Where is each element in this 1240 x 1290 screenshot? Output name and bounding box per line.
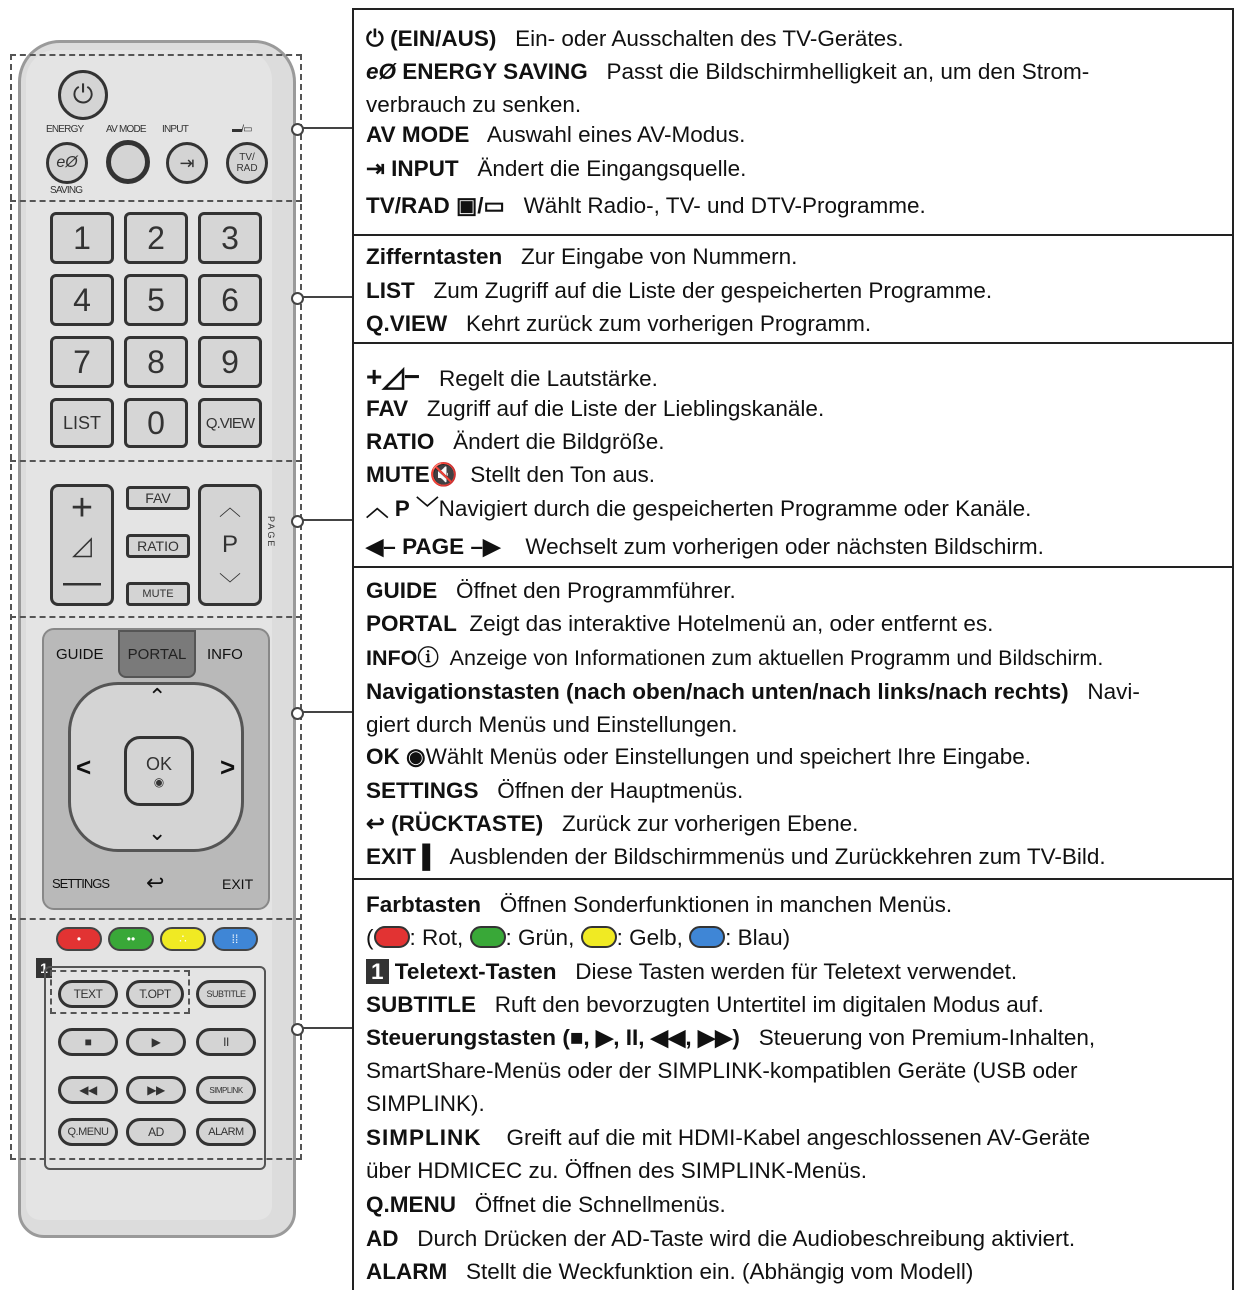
- section-divider: [352, 878, 1234, 880]
- chevron-up-icon: ︿: [366, 496, 389, 521]
- fast-forward-button[interactable]: [126, 1076, 186, 1104]
- leader-line: [296, 519, 354, 521]
- volume-icon: ◿: [72, 530, 92, 560]
- settings-button[interactable]: SETTINGS: [52, 876, 110, 891]
- desc-control-cont: SmartShare-Menüs oder der SIMPLINK-kompatiblen Geräte (USB oder: [366, 1058, 1078, 1083]
- input-label: INPUT: [162, 124, 189, 135]
- right-arrow-icon[interactable]: >: [220, 752, 236, 782]
- tv-radio-icon: ▣/▭: [456, 193, 505, 218]
- group-divider: [10, 460, 302, 462]
- page-left-icon: ◀–: [366, 534, 396, 559]
- green-chip: [470, 926, 506, 948]
- guide-button[interactable]: GUIDE: [56, 646, 104, 663]
- input-icon: ⇥: [366, 156, 385, 181]
- t-opt-button[interactable]: T.OPT: [126, 980, 184, 1008]
- section-divider: [352, 566, 1234, 568]
- energy-saving-icon: eØ: [366, 59, 397, 84]
- key-7[interactable]: 7: [50, 336, 114, 388]
- desc-color-legend: ( : Rot, : Grün, : Gelb, : Blau): [366, 925, 791, 950]
- chevron-up-icon: ︿: [218, 495, 241, 520]
- q-view-key[interactable]: Q.VIEW: [198, 398, 262, 448]
- section-divider: [352, 342, 1234, 344]
- desc-program: ︿ P ﹀Navigiert durch die gespeicherten Programme oder Kanäle.: [366, 496, 1032, 521]
- desc-mute: MUTE🔇 Stellt den Ton aus.: [366, 462, 655, 487]
- saving-label: SAVING: [50, 185, 83, 196]
- ok-dot-icon: ◉: [153, 774, 165, 789]
- key-2[interactable]: 2: [124, 212, 188, 264]
- section-divider: [352, 234, 1234, 236]
- energy-label: ENERGY: [46, 124, 84, 135]
- exit-button[interactable]: EXIT: [222, 876, 254, 892]
- desc-tv-rad: TV/RAD ▣/▭ Wählt Radio-, TV- und DTV-Programme.: [366, 193, 926, 218]
- page-right-icon: –▶: [470, 534, 501, 559]
- desc-list: LIST Zum Zugriff auf die Liste der gespeicherten Programme.: [366, 278, 993, 303]
- desc-volume: +◿− Regelt die Lautstärke.: [366, 361, 658, 392]
- back-icon[interactable]: ↩: [146, 870, 165, 895]
- energy-saving-icon: eØ: [56, 154, 78, 171]
- leader-line: [296, 296, 354, 298]
- group-divider: [10, 918, 302, 920]
- subtitle-button[interactable]: SUBTITLE: [196, 980, 256, 1008]
- key-6[interactable]: 6: [198, 274, 262, 326]
- desc-exit: EXIT ▌ Ausblenden der Bildschirmmenüs und Zurückkehren zum TV-Bild.: [366, 844, 1106, 869]
- stop-button[interactable]: [58, 1028, 118, 1056]
- q-menu-button[interactable]: Q.MENU: [58, 1118, 118, 1146]
- plus-icon: +: [70, 487, 94, 529]
- yellow-color-button[interactable]: ∴: [160, 927, 206, 951]
- desc-av-mode: AV MODE Auswahl eines AV-Modus.: [366, 122, 746, 147]
- fav-button[interactable]: FAV: [126, 486, 190, 510]
- page-label: PAGE: [266, 516, 276, 549]
- desc-energy-cont: verbrauch zu senken.: [366, 92, 582, 117]
- ad-button[interactable]: AD: [126, 1118, 186, 1146]
- key-8[interactable]: 8: [124, 336, 188, 388]
- tv-rad-small-icon: ▬/▭: [232, 124, 252, 135]
- stop-icon: ■: [84, 1035, 92, 1049]
- chevron-down-icon: ﹀: [218, 572, 241, 597]
- pause-icon: II: [223, 1035, 229, 1049]
- blue-chip: [689, 926, 725, 948]
- desc-back: ↩ (RÜCKTASTE) Zurück zur vorherigen Ebene.: [366, 811, 859, 836]
- desc-ratio: RATIO Ändert die Bildgröße.: [366, 429, 665, 454]
- desc-subtitle: SUBTITLE Ruft den bevorzugten Untertitel im digitalen Modus auf.: [366, 992, 1044, 1017]
- volume-rocker[interactable]: [50, 484, 114, 606]
- desc-guide: GUIDE Öffnet den Programmführer.: [366, 578, 736, 603]
- simplink-button[interactable]: SIMPLINK: [196, 1076, 256, 1104]
- play-icon: ▶: [151, 1035, 161, 1049]
- desc-control-keys: Steuerungstasten (■, ▶, II, ◀◀, ▶▶) Steuerung von Premium-Inhalten,: [366, 1025, 1096, 1050]
- ratio-button[interactable]: RATIO: [126, 534, 190, 558]
- power-icon: ⏻: [72, 79, 94, 109]
- av-mode-button[interactable]: [106, 140, 150, 184]
- key-3[interactable]: 3: [198, 212, 262, 264]
- desc-ad: AD Durch Drücken der AD-Taste wird die Audiobeschreibung aktiviert.: [366, 1226, 1076, 1251]
- info-icon: ⓘ: [417, 646, 439, 670]
- desc-q-view: Q.VIEW Kehrt zurück zum vorherigen Programm.: [366, 311, 872, 336]
- desc-ok: OK ◉Wählt Menüs oder Einstellungen und speichert Ihre Eingabe.: [366, 744, 1032, 769]
- simplink-logo: SIMPLINK: [366, 1125, 482, 1150]
- up-arrow-icon[interactable]: ⌃: [148, 684, 167, 709]
- volume-icon: +◿−: [366, 361, 421, 392]
- yellow-chip: [581, 926, 617, 948]
- portal-button[interactable]: PORTAL: [118, 630, 196, 678]
- desc-teletext: 1 Teletext-Tasten Diese Tasten werden für Teletext verwendet.: [366, 955, 1017, 988]
- play-button[interactable]: [126, 1028, 186, 1056]
- desc-simplink: SIMPLINK Greift auf die mit HDMI-Kabel angeschlossenen AV-Geräte: [366, 1125, 1091, 1150]
- desc-control-cont2: SIMPLINK).: [366, 1091, 485, 1116]
- group-divider: [10, 616, 302, 618]
- av-mode-label: AV MODE: [106, 124, 146, 135]
- key-5[interactable]: 5: [124, 274, 188, 326]
- desc-navigation: Navigationstasten (nach oben/nach unten/nach links/nach rechts) Navi-: [366, 679, 1140, 704]
- desc-energy: eØ ENERGY SAVING Passt die Bildschirmhelligkeit an, um den Strom-: [366, 59, 1090, 84]
- leader-line: [296, 127, 354, 129]
- group-divider: [10, 200, 302, 202]
- desc-simplink-cont: über HDMICEC zu. Öffnen des SIMPLINK-Menüs.: [366, 1158, 868, 1183]
- desc-power: ⏻ (EIN/AUS) Ein- oder Ausschalten des TV-Gerätes.: [366, 26, 904, 51]
- rewind-button[interactable]: [58, 1076, 118, 1104]
- desc-input: ⇥ INPUT Ändert die Eingangsquelle.: [366, 156, 747, 181]
- ok-button[interactable]: OK ◉: [124, 736, 194, 806]
- key-1[interactable]: 1: [50, 212, 114, 264]
- key-4[interactable]: 4: [50, 274, 114, 326]
- key-9[interactable]: 9: [198, 336, 262, 388]
- desc-navigation-cont: giert durch Menüs und Einstellungen.: [366, 712, 738, 737]
- list-key[interactable]: LIST: [50, 398, 114, 448]
- mute-icon: 🔇: [429, 462, 458, 487]
- fast-forward-icon: ▶▶: [147, 1083, 165, 1097]
- green-color-button[interactable]: ••: [108, 927, 154, 951]
- desc-info: INFOⓘ Anzeige von Informationen zum aktuellen Programm und Bildschirm.: [366, 646, 1104, 670]
- text-button[interactable]: TEXT: [58, 980, 118, 1008]
- back-icon: ↩: [366, 811, 385, 836]
- desc-q-menu: Q.MENU Öffnet die Schnellmenüs.: [366, 1192, 726, 1217]
- energy-saving-button[interactable]: [46, 142, 88, 184]
- tv-rad-button[interactable]: TV/ RAD: [226, 142, 268, 184]
- leader-line: [296, 711, 354, 713]
- ok-dot-icon: ◉: [406, 744, 426, 769]
- input-button[interactable]: [166, 142, 208, 184]
- mute-button[interactable]: MUTE: [126, 582, 190, 606]
- info-button[interactable]: INFO: [207, 646, 243, 663]
- blue-color-button[interactable]: ⁞⁞: [212, 927, 258, 951]
- program-rocker[interactable]: ︿ P ﹀: [198, 484, 262, 606]
- red-chip: [374, 926, 410, 948]
- teletext-marker: 1: [36, 958, 52, 978]
- key-0[interactable]: 0: [124, 398, 188, 448]
- red-color-button[interactable]: •: [56, 927, 102, 951]
- desc-alarm: ALARM Stellt die Weckfunktion ein. (Abhängig vom Modell): [366, 1259, 974, 1284]
- desc-settings: SETTINGS Öffnen der Hauptmenüs.: [366, 778, 744, 803]
- desc-fav: FAV Zugriff auf die Liste der Lieblingskanäle.: [366, 396, 825, 421]
- desc-color-keys: Farbtasten Öffnen Sonderfunktionen in manchen Menüs.: [366, 892, 953, 917]
- pause-button[interactable]: [196, 1028, 256, 1056]
- desc-page: ◀– PAGE –▶ Wechselt zum vorherigen oder nächsten Bildschirm.: [366, 534, 1044, 559]
- minus-icon: —: [63, 561, 101, 603]
- down-arrow-icon[interactable]: ⌄: [148, 820, 167, 845]
- left-arrow-icon[interactable]: <: [76, 752, 92, 782]
- input-icon: ⇥: [179, 152, 195, 173]
- rewind-icon: ◀◀: [79, 1083, 97, 1097]
- leader-line: [296, 1027, 354, 1029]
- power-icon: ⏻: [366, 26, 384, 51]
- power-button[interactable]: [58, 70, 108, 120]
- alarm-button[interactable]: ALARM: [196, 1118, 256, 1146]
- exit-bar-icon: ▌: [422, 844, 439, 869]
- desc-portal: PORTAL Zeigt das interaktive Hotelmenü an, oder entfernt es.: [366, 611, 994, 636]
- chevron-down-icon: ﹀: [416, 496, 439, 521]
- desc-number-keys: Zifferntasten Zur Eingabe von Nummern.: [366, 244, 798, 269]
